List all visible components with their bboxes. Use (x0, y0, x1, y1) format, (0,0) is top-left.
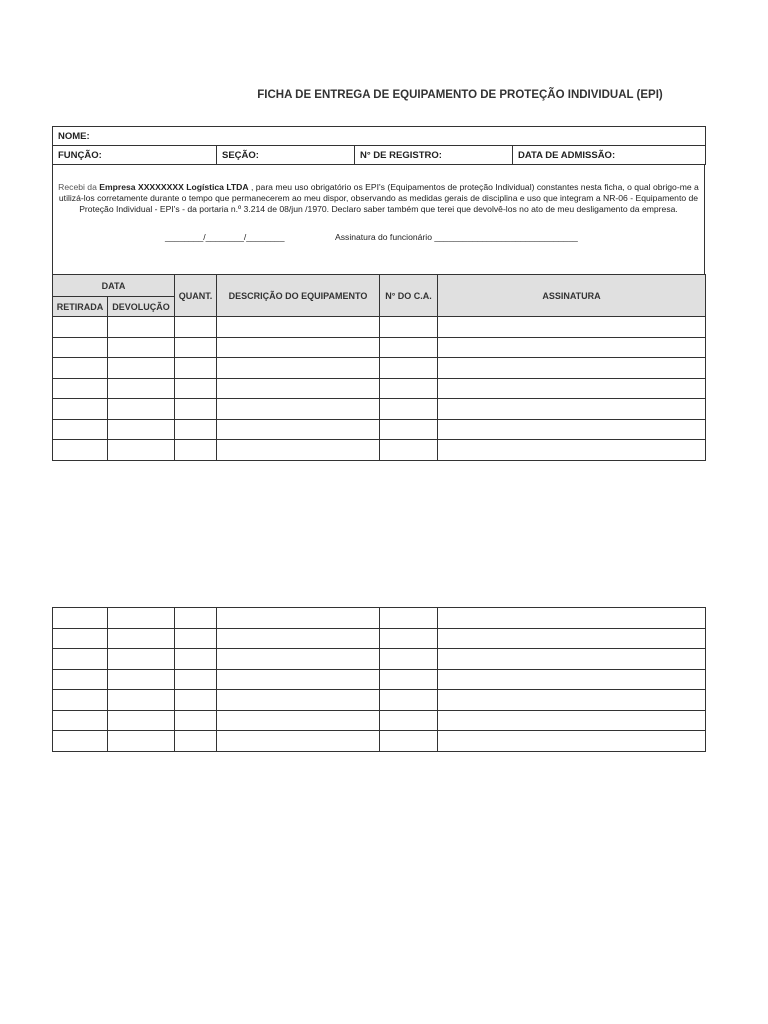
table-cell[interactable] (380, 440, 438, 461)
header-data: DATA (53, 275, 175, 297)
section-field[interactable]: SEÇÃO: (217, 146, 355, 165)
table-cell[interactable] (175, 358, 217, 379)
table-cell[interactable] (53, 337, 108, 358)
signature-area (53, 232, 704, 244)
employee-signature-line[interactable]: Assinatura do funcionário ______________________________ (335, 232, 578, 242)
table-cell[interactable] (53, 710, 108, 731)
table-row (53, 317, 706, 338)
table-cell[interactable] (108, 608, 175, 629)
table-cell[interactable] (53, 649, 108, 670)
company-name: Empresa XXXXXXXX Logística LTDA (99, 182, 249, 192)
table-cell[interactable] (438, 419, 706, 440)
table-cell[interactable] (438, 669, 706, 690)
header-retirada: RETIRADA (53, 297, 108, 317)
table-cell[interactable] (380, 399, 438, 420)
table-cell[interactable] (108, 399, 175, 420)
declaration-box (52, 164, 705, 276)
table-cell[interactable] (438, 337, 706, 358)
table-cell[interactable] (217, 378, 380, 399)
admission-date-field[interactable]: DATA DE ADMISSÃO: (513, 146, 706, 165)
registration-field[interactable]: N° DE REGISTRO: (355, 146, 513, 165)
table-cell[interactable] (217, 690, 380, 711)
table-cell[interactable] (438, 440, 706, 461)
table-cell[interactable] (108, 440, 175, 461)
table-row (53, 378, 706, 399)
table-cell[interactable] (53, 378, 108, 399)
header-descricao: DESCRIÇÃO DO EQUIPAMENTO (217, 275, 380, 317)
table-cell[interactable] (380, 358, 438, 379)
table-row (53, 669, 706, 690)
table-cell[interactable] (217, 731, 380, 752)
name-field[interactable]: NOME: (53, 127, 706, 146)
table-cell[interactable] (380, 419, 438, 440)
table-row (53, 608, 706, 629)
table-row (53, 419, 706, 440)
table-cell[interactable] (217, 649, 380, 670)
table-cell[interactable] (380, 669, 438, 690)
name-row (53, 127, 706, 146)
table-cell[interactable] (175, 608, 217, 629)
epi-table-continued (52, 607, 706, 752)
table-cell[interactable] (53, 628, 108, 649)
table-cell[interactable] (108, 317, 175, 338)
table-cell[interactable] (53, 419, 108, 440)
declaration-text: Recebi da Empresa XXXXXXXX Logística LTDA , para meu uso obrigatório os EPI's (Equipamentos de proteção Individual) constantes nesta ficha, o qual obrigo-me a utilizá-los corretamente durante o tempo que permanecerem ao meu dispor, observando as medidas gerais de disciplina e uso que integram a NR-06 - Equipamento de Proteção Individual - EPI's - da portaria n.º 3.214 de 08/jun /1970. Declaro saber também que terei que devolvê-los no ato de meu desligamento da empresa. (58, 182, 699, 214)
table-cell[interactable] (175, 669, 217, 690)
table-cell[interactable] (175, 378, 217, 399)
table-cell[interactable] (217, 440, 380, 461)
table-cell[interactable] (175, 440, 217, 461)
table-cell[interactable] (438, 358, 706, 379)
table-cell[interactable] (108, 358, 175, 379)
table-cell[interactable] (175, 690, 217, 711)
table-cell[interactable] (53, 358, 108, 379)
table-cell[interactable] (380, 690, 438, 711)
table-cell[interactable] (438, 710, 706, 731)
table-cell[interactable] (380, 731, 438, 752)
table-cell[interactable] (175, 419, 217, 440)
details-row (53, 146, 706, 165)
table-cell[interactable] (217, 337, 380, 358)
table-row (53, 440, 706, 461)
table-cell[interactable] (217, 710, 380, 731)
table-cell[interactable] (53, 317, 108, 338)
table-cell[interactable] (438, 608, 706, 629)
table-cell[interactable] (217, 358, 380, 379)
table-cell[interactable] (217, 669, 380, 690)
table-cell[interactable] (438, 649, 706, 670)
table-cell[interactable] (380, 317, 438, 338)
table-cell[interactable] (438, 378, 706, 399)
table-row (53, 731, 706, 752)
epi-table-continued-body (53, 608, 706, 752)
table-cell[interactable] (108, 419, 175, 440)
table-cell[interactable] (175, 628, 217, 649)
table-cell[interactable] (175, 649, 217, 670)
table-cell[interactable] (438, 317, 706, 338)
header-devolucao: DEVOLUÇÃO (108, 297, 175, 317)
table-cell[interactable] (108, 337, 175, 358)
table-cell[interactable] (175, 710, 217, 731)
table-cell[interactable] (175, 317, 217, 338)
table-row (53, 649, 706, 670)
table-cell[interactable] (217, 628, 380, 649)
table-cell[interactable] (380, 649, 438, 670)
table-cell[interactable] (217, 399, 380, 420)
table-cell[interactable] (438, 628, 706, 649)
table-cell[interactable] (380, 378, 438, 399)
table-cell[interactable] (380, 337, 438, 358)
page-title: FICHA DE ENTREGA DE EQUIPAMENTO DE PROTEÇÃO INDIVIDUAL (EPI) (257, 89, 663, 101)
header-ca: N° DO C.A. (380, 275, 438, 317)
table-row (53, 337, 706, 358)
table-cell[interactable] (217, 608, 380, 629)
table-cell[interactable] (108, 628, 175, 649)
table-cell[interactable] (108, 378, 175, 399)
table-cell[interactable] (53, 731, 108, 752)
table-row (53, 358, 706, 379)
table-row (53, 690, 706, 711)
table-cell[interactable] (108, 690, 175, 711)
table-cell[interactable] (380, 608, 438, 629)
table-cell[interactable] (438, 731, 706, 752)
table-cell[interactable] (438, 399, 706, 420)
header-quant: QUANT. (175, 275, 217, 317)
table-cell[interactable] (108, 649, 175, 670)
table-cell[interactable] (217, 419, 380, 440)
date-line[interactable]: ________/________/________ (165, 232, 285, 242)
employee-info-table (52, 126, 706, 165)
table-cell[interactable] (108, 710, 175, 731)
table-cell[interactable] (108, 731, 175, 752)
table-cell[interactable] (380, 628, 438, 649)
table-cell[interactable] (217, 317, 380, 338)
table-cell[interactable] (53, 608, 108, 629)
table-cell[interactable] (108, 669, 175, 690)
table-row (53, 710, 706, 731)
table-cell[interactable] (53, 690, 108, 711)
table-cell[interactable] (175, 731, 217, 752)
table-cell[interactable] (175, 337, 217, 358)
table-cell[interactable] (53, 669, 108, 690)
function-field[interactable]: FUNÇÃO: (53, 146, 217, 165)
epi-table (52, 274, 706, 461)
table-cell[interactable] (53, 399, 108, 420)
table-row (53, 628, 706, 649)
table-cell[interactable] (53, 440, 108, 461)
table-cell[interactable] (438, 690, 706, 711)
table-cell[interactable] (380, 710, 438, 731)
epi-table-body (53, 317, 706, 461)
header-assinatura: ASSINATURA (438, 275, 706, 317)
table-row (53, 399, 706, 420)
table-cell[interactable] (175, 399, 217, 420)
